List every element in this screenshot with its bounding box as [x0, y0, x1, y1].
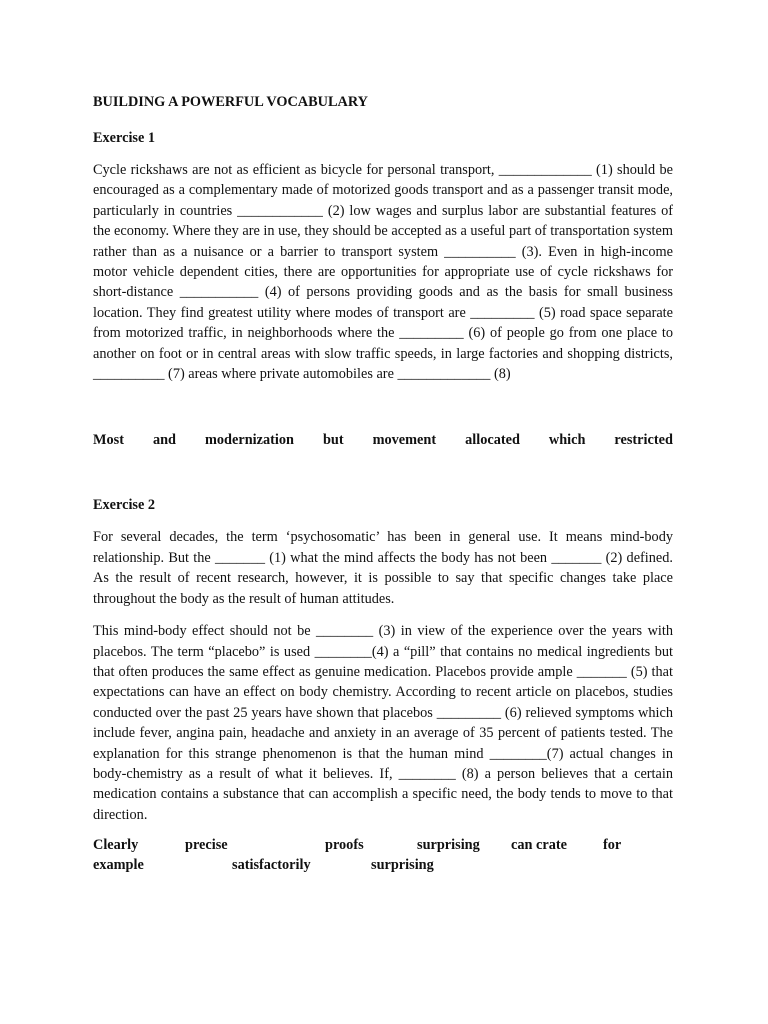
word-bank-item: modernization	[205, 432, 294, 449]
exercise-1-heading: Exercise 1	[93, 130, 156, 146]
word-bank-item: precise	[185, 837, 228, 854]
exercise-2-heading: Exercise 2	[93, 497, 156, 514]
exercise-1-paragraph: Cycle rickshaws are not as efficient as bicycle for personal transport, _____________ (1) should be encouraged as a complementary made of motorized goods transport and as a passenger transit mode, particularly in countries ____________ (2) low wages and surplus labor are substantial features of the economy. Where they are in use, they should be accepted as a useful part of transportation system rather than as a nuisance or a barrier to transport system __________ (3). Even in high-income motor vehicle dependent cities, there are opportunities for appropriate use of cycle rickshaws for short-distance ___________ (4) of persons providing goods and as the basis for small business location. They find greatest utility where modes of transport are _________ (5) road space separate from motorized traffic, in neighborhoods where the _________ (6) of people go from one place to another on foot or in central areas with slow traffic speeds, in large factories and shopping districts, __________ (7) areas where private automobiles are _____________ (8)	[93, 162, 673, 383]
word-bank-item: proofs	[325, 837, 364, 854]
word-bank-item: Clearly	[93, 837, 139, 854]
word-bank-item: surprising	[417, 837, 480, 854]
word-bank-item: movement	[372, 432, 437, 449]
document-title: BUILDING A POWERFUL VOCABULARY	[93, 94, 368, 110]
exercise-2-word-bank	[93, 835, 628, 875]
word-bank-item: for	[603, 837, 622, 854]
word-bank-item: can crate	[511, 837, 567, 854]
word-bank-item: which	[548, 432, 586, 449]
word-bank-item: and	[152, 432, 177, 449]
word-bank-item: surprising	[371, 857, 434, 874]
document-page	[93, 92, 673, 875]
word-bank-item: allocated	[465, 432, 520, 449]
exercise-2-paragraph-2: This mind-body effect should not be ________ (3) in view of the experience over the years with placebos. The term “placebo” is used ________(4) a “pill” that contains no medical ingredients but that often produces the same effect as genuine medication. Placebos provide ample _______ (5) that expectations can have an effect on body chemistry. According to recent article on placebos, studies conducted over the past 25 years have shown that placebos _________ (6) relieved symptoms which include fever, angina pain, headache and anxiety in an average of 35 percent of patients tested. The explanation for this strange phenomenon is that the human mind ________(7) actual changes in body-chemistry as a result of what it believes. If, ________ (8) a person believes that a certain medication contains a substance that can accomplish a specific need, the body tends to move to that direction.	[93, 623, 673, 823]
word-bank-item: but	[322, 432, 344, 449]
word-bank-item: satisfactorily	[232, 857, 311, 874]
word-bank-item: example	[93, 857, 144, 874]
word-bank-item: Most	[93, 432, 124, 449]
exercise-1-word-bank	[93, 430, 673, 450]
exercise-2-paragraph-1: For several decades, the term ‘psychosomatic’ has been in general use. It means mind-body relationship. But the _______ (1) what the mind affects the body has not been _______ (2) defined. As the result of recent research, however, it is possible to say that specific changes take place throughout the body as the result of human attitudes.	[93, 529, 673, 607]
word-bank-item: restricted	[614, 432, 673, 449]
